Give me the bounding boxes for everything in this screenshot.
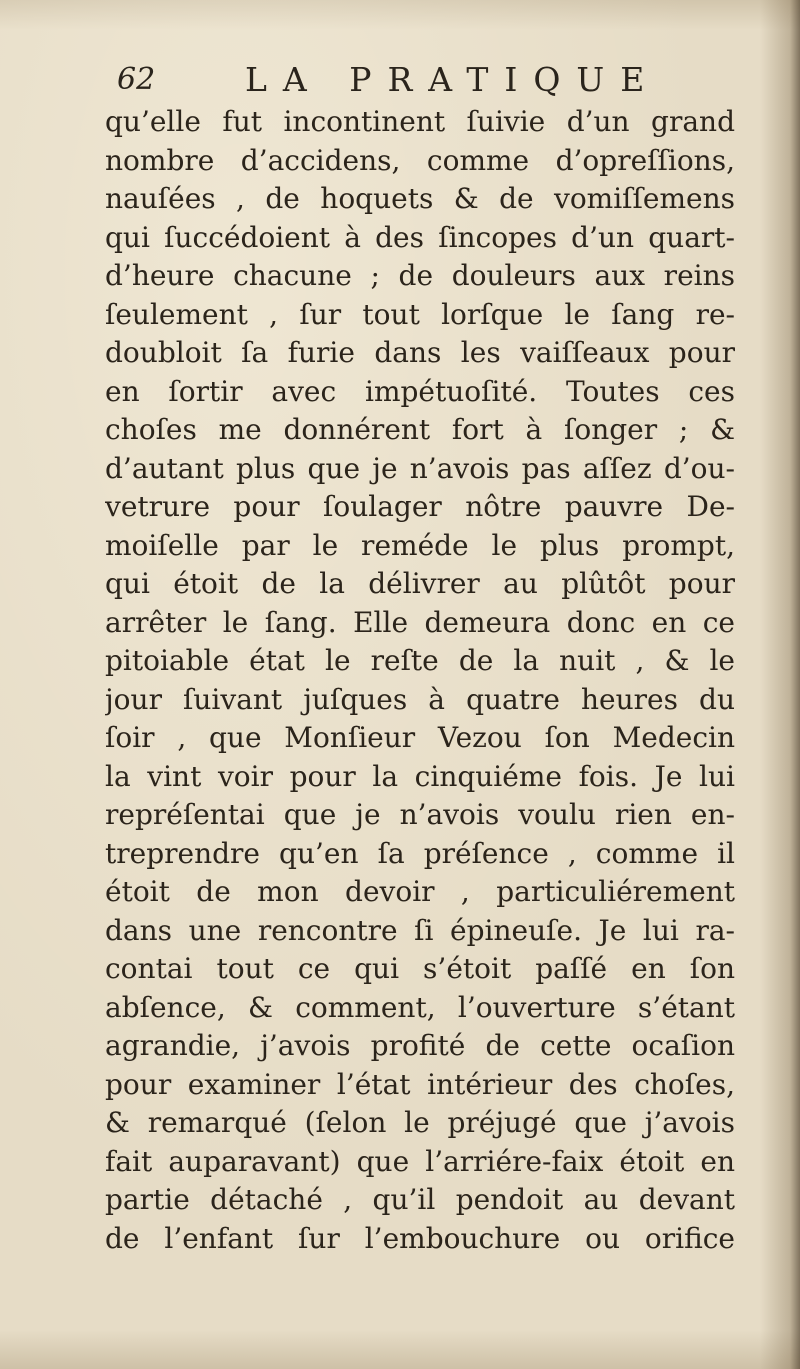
text-line: agrandie, j’avois profité de cette ocaſion xyxy=(105,1029,735,1062)
text-line: d’heure chacune ; de douleurs aux reins xyxy=(105,259,735,292)
text-line: pitoiable état le reſte de la nuit , & le xyxy=(105,644,735,677)
text-line: de l’enfant ſur l’embouchure ou orifice xyxy=(105,1221,735,1255)
text-line: vetrure pour ſoulager nôtre pauvre De- xyxy=(105,490,735,523)
text-line: treprendre qu’en ſa préſence , comme il xyxy=(105,836,735,870)
text-line: étoit de mon devoir , particuliérement xyxy=(105,875,735,908)
body-text xyxy=(105,103,735,1258)
text-line: nombre d’accidens, comme d’opreſſions, xyxy=(105,143,735,177)
text-line: en ſortir avec impétuoſité. Toutes ces xyxy=(105,374,735,408)
text-line: dans une rencontre ſi épineuſe. Je lui ra- xyxy=(105,913,735,947)
text-line: pour examiner l’état intérieur des choſes, xyxy=(105,1067,735,1101)
text-line: arrêter le ſang. Elle demeura donc en ce xyxy=(105,605,735,639)
text-line: qu’elle fut incontinent ſuivie d’un grand xyxy=(105,105,735,138)
text-line: ſeulement , ſur tout lorſque le ſang re- xyxy=(105,297,735,331)
text-line: & remarqué (ſelon le préjugé que j’avois xyxy=(105,1106,735,1139)
page-number: 62 xyxy=(117,62,156,97)
text-line: partie détaché , qu’il pendoit au devant xyxy=(105,1183,735,1216)
text-line: abſence, & comment, l’ouverture s’étant xyxy=(105,990,735,1024)
text-line: ſoir , que Monſieur Vezou ſon Medecin xyxy=(105,721,735,754)
running-title: LA PRATIQUE xyxy=(245,60,661,99)
text-line: moiſelle par le reméde le plus prompt, xyxy=(105,528,735,562)
text-line: nauſées , de hoquets & de vomiſſemens xyxy=(105,182,735,215)
text-line: fait auparavant) que l’arriére-faix étoit en xyxy=(105,1144,735,1178)
text-line: doubloit ſa furie dans les vaiſſeaux pour xyxy=(105,336,735,369)
text-line: jour ſuivant juſques à quatre heures du xyxy=(105,682,735,716)
text-line: d’autant plus que je n’avois pas aſſez d’ou- xyxy=(105,451,735,485)
text-line: choſes me donnérent fort à ſonger ; & xyxy=(105,413,735,446)
text-line: contai tout ce qui s’étoit paſſé en ſon xyxy=(105,952,735,985)
text-line: repréſentai que je n’avois voulu rien en- xyxy=(105,798,735,831)
text-line: qui étoit de la délivrer au plûtôt pour xyxy=(105,567,735,600)
text-line: qui ſuccédoient à des ſincopes d’un quart- xyxy=(105,220,735,254)
text-line: la vint voir pour la cinquiéme fois. Je lui xyxy=(105,759,735,793)
